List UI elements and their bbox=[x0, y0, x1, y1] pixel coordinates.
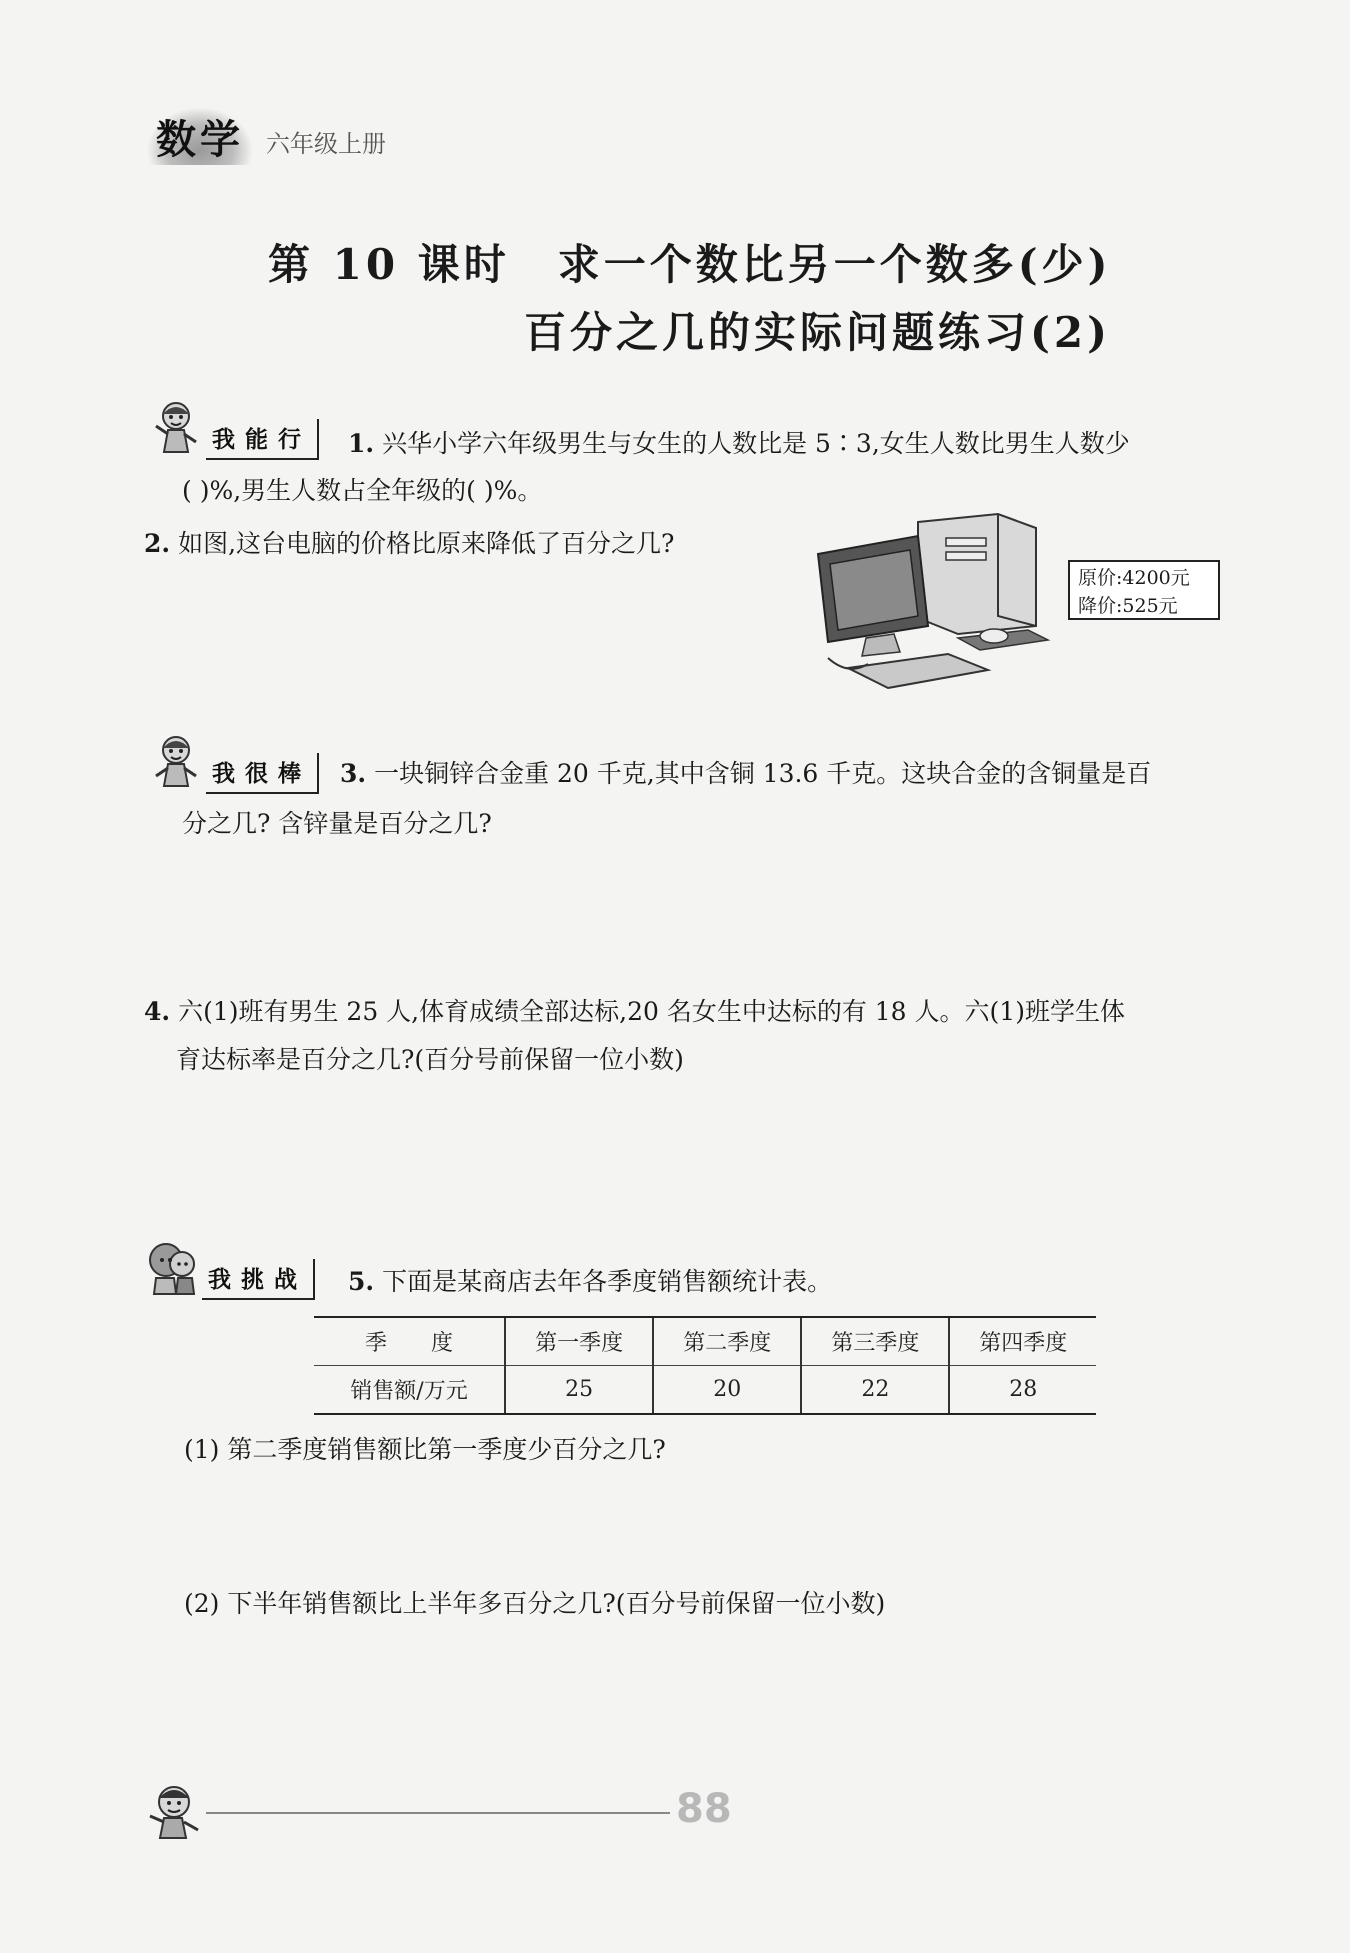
lesson-topic-part1: 求一个数比另一个数多(少) bbox=[557, 240, 1112, 289]
quarterly-sales-table bbox=[314, 1316, 1096, 1415]
page-number: 88 bbox=[676, 1786, 732, 1832]
question-4-number: 4. bbox=[144, 997, 171, 1026]
table-cell: 20 bbox=[653, 1366, 801, 1415]
question-5-sub1: (1) 第二季度销售额比第一季度少百分之几? bbox=[184, 1435, 666, 1464]
mascot-girl-icon bbox=[150, 398, 204, 460]
table-header-cell: 第一季度 bbox=[505, 1317, 653, 1366]
lesson-title-line1 bbox=[268, 232, 1111, 292]
question-3-line1 bbox=[340, 758, 1151, 791]
section-badge-great bbox=[150, 732, 319, 794]
question-3-text: 一块铜锌合金重 20 千克,其中含铜 13.6 千克。这块合金的含铜量是百 bbox=[374, 759, 1152, 788]
question-2-number: 2. bbox=[144, 529, 171, 558]
question-5-sub2: (2) 下半年销售额比上半年多百分之几?(百分号前保留一位小数) bbox=[184, 1589, 886, 1618]
section-badge-can-do bbox=[150, 398, 319, 460]
discount-amount: 降价:525元 bbox=[1078, 595, 1178, 617]
table-header-cell: 第三季度 bbox=[801, 1317, 949, 1366]
table-header-row bbox=[314, 1317, 1096, 1366]
table-cell: 22 bbox=[801, 1366, 949, 1415]
question-5-text: 下面是某商店去年各季度销售额统计表。 bbox=[382, 1267, 833, 1296]
price-info-box bbox=[1068, 560, 1220, 620]
section-label-challenge: 我挑战 bbox=[202, 1259, 315, 1300]
question-4-text: 六(1)班有男生 25 人,体育成绩全部达标,20 名女生中达标的有 18 人。六(1)班学生体 bbox=[178, 997, 1125, 1026]
table-cell: 28 bbox=[949, 1366, 1096, 1415]
table-cell: 销售额/万元 bbox=[314, 1366, 505, 1415]
section-label-can-do: 我能行 bbox=[206, 419, 319, 460]
question-1-number: 1. bbox=[348, 429, 375, 458]
lesson-title-line2: 百分之几的实际问题练习(2) bbox=[524, 308, 1111, 357]
question-5 bbox=[348, 1266, 832, 1299]
question-1-text: 兴华小学六年级男生与女生的人数比是 5∶3,女生人数比男生人数少 bbox=[382, 429, 1130, 458]
original-price: 原价:4200元 bbox=[1078, 567, 1190, 589]
question-1-line2: ( )%,男生人数占全年级的( )%。 bbox=[182, 476, 543, 505]
question-4-line1 bbox=[144, 996, 1125, 1029]
table-header-cell: 第二季度 bbox=[653, 1317, 801, 1366]
page-header bbox=[148, 108, 386, 165]
computer-illustration bbox=[808, 508, 1058, 692]
table-header-cell: 第四季度 bbox=[949, 1317, 1096, 1366]
lesson-number: 第 10 课时 bbox=[268, 240, 510, 289]
mascot-girl-icon bbox=[150, 732, 204, 794]
question-2 bbox=[144, 528, 674, 561]
question-1-line1 bbox=[348, 428, 1130, 461]
footer-rule bbox=[206, 1812, 670, 1814]
question-4-line2: 育达标率是百分之几?(百分号前保留一位小数) bbox=[176, 1045, 684, 1074]
question-3-number: 3. bbox=[340, 759, 367, 788]
mascot-kids-icon bbox=[146, 1238, 200, 1300]
question-2-text: 如图,这台电脑的价格比原来降低了百分之几? bbox=[178, 529, 675, 558]
table-cell: 25 bbox=[505, 1366, 653, 1415]
subject-label: 数学 bbox=[148, 108, 252, 165]
section-label-great: 我很棒 bbox=[206, 753, 319, 794]
table-header-cell: 季 度 bbox=[314, 1317, 505, 1366]
question-3-line2: 分之几? 含锌量是百分之几? bbox=[182, 809, 492, 838]
section-badge-challenge bbox=[146, 1238, 315, 1300]
footer-mascot-icon bbox=[146, 1782, 206, 1848]
grade-label: 六年级上册 bbox=[266, 130, 386, 158]
question-5-number: 5. bbox=[348, 1267, 375, 1296]
table-row bbox=[314, 1366, 1096, 1415]
